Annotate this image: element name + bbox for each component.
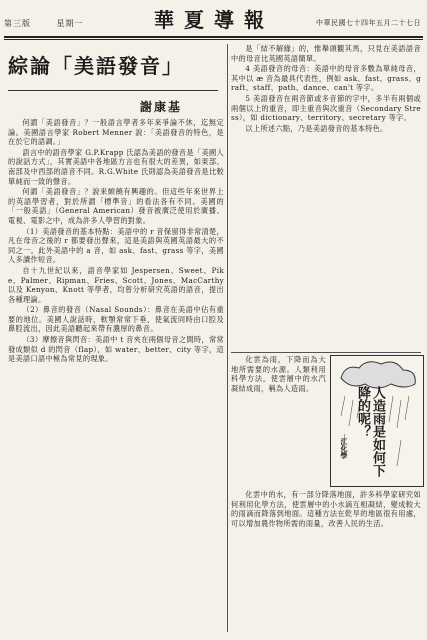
masthead-rule: [4, 36, 423, 38]
article-author: 謝康基: [140, 100, 183, 114]
rain-article-body: [231, 490, 421, 632]
masthead-rule-thin: [4, 39, 423, 40]
article-title: 綜論「美語發音」: [8, 54, 184, 78]
article-body-right: [231, 44, 421, 350]
paragraph: （3）摩擦音與閃音：美語中 t 音夾在兩個母音之間時，常常發成類似 d 的閃音（flap），如 water、better、city 等字，這是美語口語中極為常見的現象。: [8, 335, 224, 364]
issue-date: 中華民國七十四年五月二十七日: [316, 19, 421, 27]
article-body-left: [8, 118, 224, 632]
paragraph: 化雲為雨，下降而為大地所需要的水源。人類利用科學方法，使雲層中的水汽凝結成雨，稱為人造雨。: [231, 355, 326, 393]
paragraph: （1）美語發音的基本特點：美語中的 r 音保留得非常清楚，凡在母音之後的 r 都要發出聲來，這是美語與英國英語最大的不同之一。此外美語中的 a 音，如 ask、fast、grass 等字，美國人多讀作短音。: [8, 226, 224, 265]
rain-illustration: [330, 355, 424, 487]
paragraph: 何謂「美語發音」？說來頗饒有興趣的。但這些年來世界上的英語學習者，對於所謂「標準音」的看法各有不同。美國的「一般美語」（General American）發音被廣泛使用於廣播、電視、電影之中，成為許多人學習的對象。: [8, 187, 224, 225]
paragraph: 是「結不解緣」的，惟舉頭觀其馬，只見在美語語音中的母音比英國英語簡單。: [231, 44, 421, 63]
paragraph: 4 美語發音的母音：美語中的母音多數為單純母音，其中以 æ 音為最具代表性，例如 ask、fast、grass、graft、staff、path、dance、can't 等字。: [231, 64, 421, 93]
paragraph: 以上所述六點，乃是美語發音的基本特色。: [245, 123, 388, 133]
column-divider: [227, 44, 228, 632]
paragraph: （2）鼻音的發音（Nasal Sounds）：鼻音在美語中佔有重要的地位。美國人說話時，軟顎常常下垂，使氣流同時由口腔及鼻腔流出，因此美語聽起來帶有濃厚的鼻音。: [8, 305, 224, 334]
paragraph: 何謂「美語發音」？一般語言學者多年來爭論不休，迄無定論。美國語言學家 Robert Menner 說：「美語發音的特色，是在於它的語調。」: [8, 118, 224, 147]
edition-label: 第三版: [4, 19, 31, 28]
paragraph: 自十九世紀以來，語音學家如 Jespersen、Sweet、Pike、Palmer、Ripman、Fries、Scott、Jones、MacCarthy 以及 Kenyon、Knott 等學者，均曾分析研究英語的語音，提出各種理論。: [8, 265, 224, 304]
illustration-author: 江化學: [340, 438, 349, 459]
paragraph: 5 美語發音在兩音節或多音節的字中，多半有兩個或兩個以上的重音，即主重音與次重音（Secondary Stress），如 dictionary、territory、secretary 等字。: [231, 93, 421, 123]
paragraph: 化雲中的水，有一部分降落地面，許多科學家研究如何利用化學方法，使雲層中的小水滴互相凝結，變成較大的雨滴而降落到地面。這種方法在乾旱的地區很有用處，可以增加農作物所需的雨量，改善人民的生活。: [231, 490, 421, 528]
masthead: [4, 4, 423, 36]
masthead-left: [4, 18, 106, 29]
rain-article-intro: [231, 355, 326, 485]
weekday-label: 星期一: [56, 19, 84, 28]
paragraph: 語言中的語音學家 G.P.Krapp 氏認為美語的發音是「美國人的說話方式」，其實美語中各地區方言也有很大的差異，如東部、南部及中西部的語音不同。R.G.White 氏則認為美語發音是比較單純而一致的聲音。: [8, 147, 224, 186]
section-rule: [231, 352, 421, 353]
illustration-title: 人造雨是如何下降的呢？: [355, 386, 385, 477]
newspaper-title: 華夏導報: [154, 8, 274, 32]
article-header: [8, 50, 218, 91]
